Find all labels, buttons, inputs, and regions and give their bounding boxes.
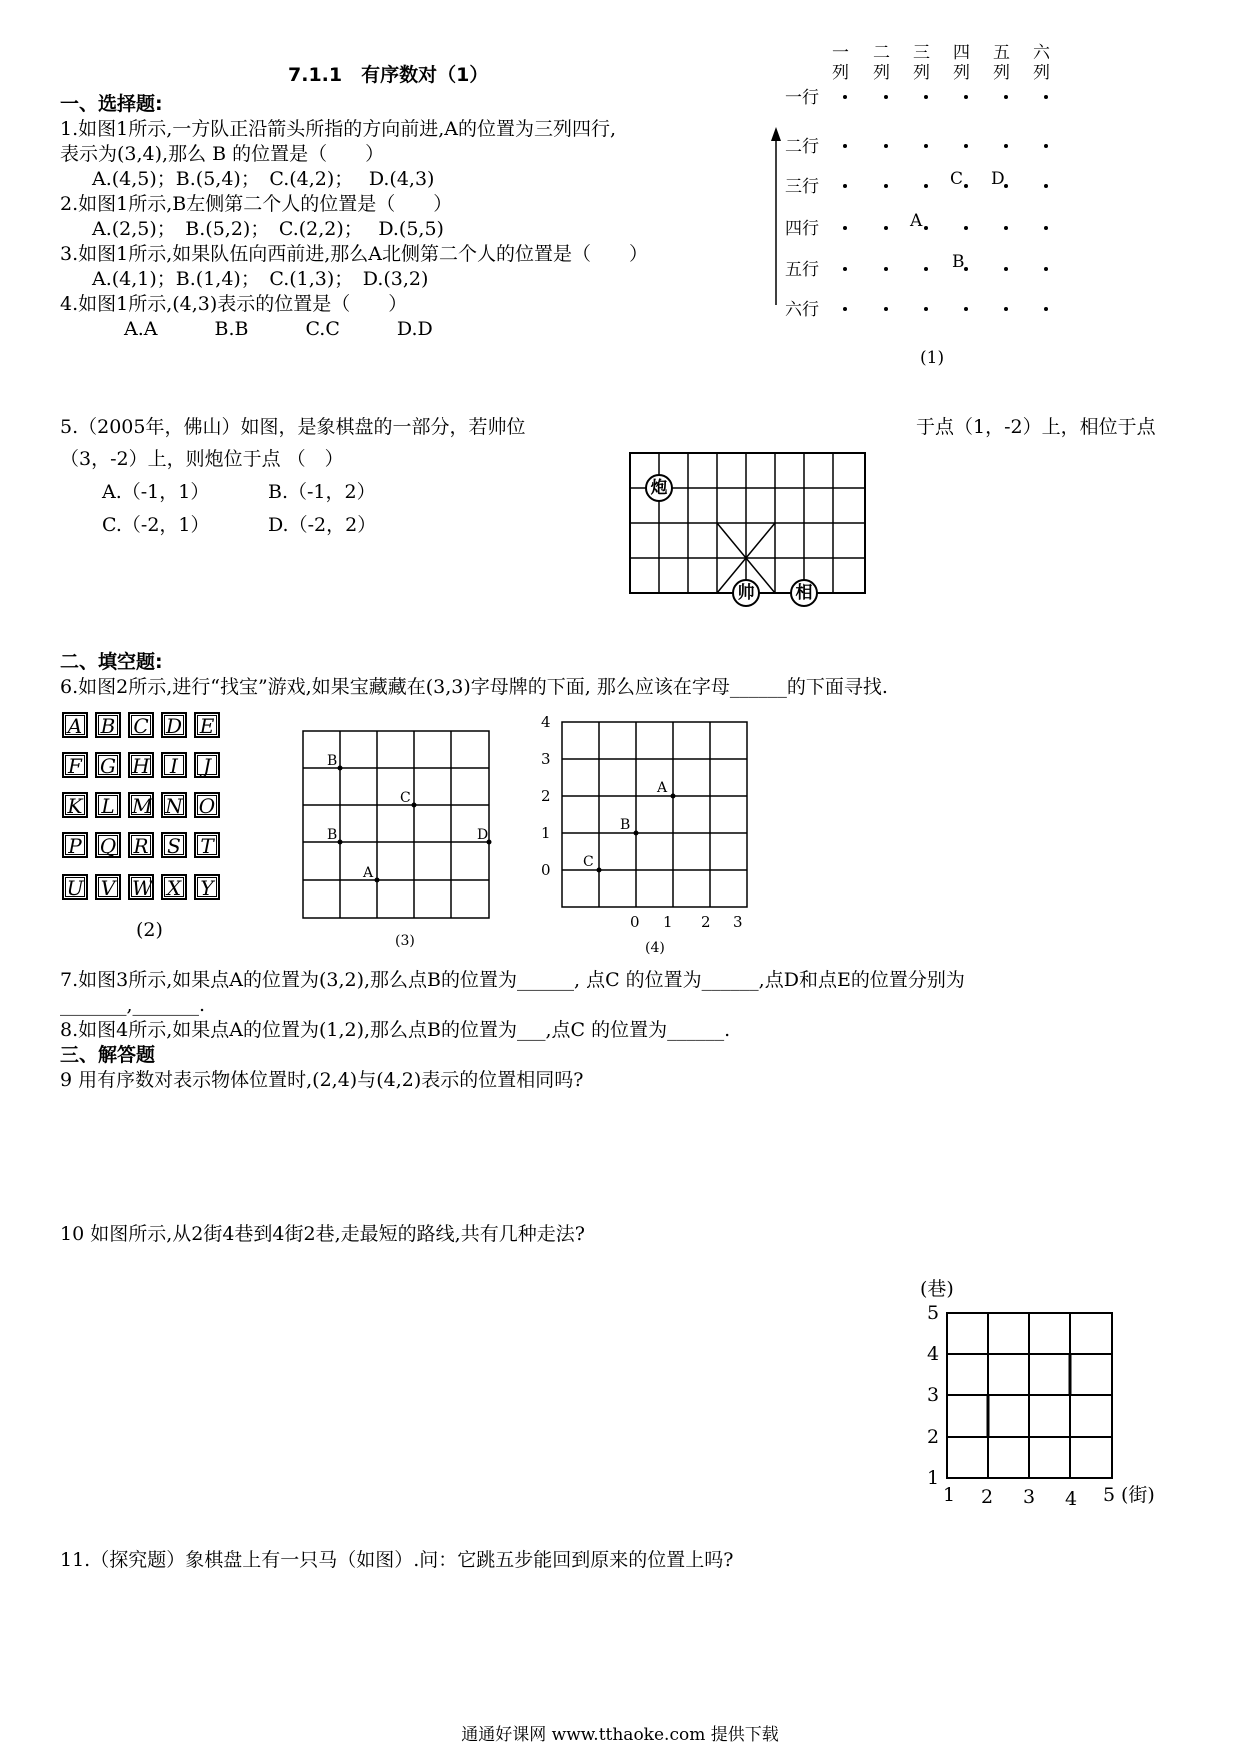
- street-tick-1: 1: [943, 1484, 956, 1506]
- street-tick-5: 5: [1103, 1484, 1116, 1506]
- lane-tick-2: 2: [927, 1426, 940, 1448]
- letter-card: G: [95, 752, 121, 778]
- lane-tick-1: 1: [927, 1467, 940, 1489]
- column-header-3-bottom: 列: [913, 63, 930, 83]
- y-tick-2: 2: [541, 787, 551, 805]
- letter-card: O: [194, 792, 220, 818]
- x-tick-2: 2: [701, 913, 711, 931]
- row-label-5: 五行: [785, 260, 819, 280]
- y-tick-4: 4: [541, 713, 551, 731]
- letter-card: W: [128, 874, 154, 900]
- question-10: 10 如图所示,从2街4巷到4街2巷,走最短的路线,共有几种走法?: [60, 1223, 585, 1245]
- column-header-3-top: 三: [913, 43, 930, 63]
- minister-piece: 相: [795, 583, 813, 603]
- letter-card: E: [194, 712, 220, 738]
- formation-dots: [843, 95, 1048, 311]
- column-header-5-top: 五: [993, 43, 1010, 63]
- question-5-option-b: B.（-1，2）: [268, 481, 376, 503]
- letter-card: K: [62, 792, 88, 818]
- letter-card: N: [161, 792, 187, 818]
- letter-card: I: [161, 752, 187, 778]
- letter-card: X: [161, 874, 187, 900]
- question-1-line-1: 1.如图1所示,一方队正沿箭头所指的方向前进,A的位置为三列四行,: [60, 118, 617, 140]
- point-A-label: A: [363, 865, 374, 881]
- section-heading-solve: 三、解答题: [60, 1044, 156, 1066]
- cannon-piece: 炮: [650, 478, 668, 498]
- column-header-4-top: 四: [953, 43, 970, 63]
- letter-card: L: [95, 792, 121, 818]
- lane-axis-label: (巷): [920, 1278, 954, 1300]
- point-C-label: C: [950, 169, 964, 189]
- x-tick-3: 3: [733, 913, 743, 931]
- question-9: 9 用有序数对表示物体位置时,(2,4)与(4,2)表示的位置相同吗?: [60, 1069, 584, 1091]
- column-header-4-bottom: 列: [953, 63, 970, 83]
- letter-card: D: [161, 712, 187, 738]
- street-lane-grid: [915, 1275, 1215, 1515]
- figure-4-caption: (4): [645, 940, 665, 956]
- question-7-line-1: 7.如图3所示,如果点A的位置为(3,2),那么点B的位置为______, 点C 的位置为______,点D和点E的位置分别为: [60, 969, 965, 991]
- street-tick-3: 3: [1023, 1486, 1036, 1508]
- y-tick-0: 0: [541, 861, 551, 879]
- row-label-3: 三行: [785, 177, 819, 197]
- question-8: 8.如图4所示,如果点A的位置为(1,2),那么点B的位置为___,点C 的位置为______.: [60, 1019, 731, 1041]
- question-5-line-1b: 于点（1，-2）上，相位于点: [916, 416, 1156, 438]
- lane-tick-5: 5: [927, 1302, 940, 1324]
- page-title: 7.1.1 有序数对（1）: [288, 64, 489, 86]
- row-label-6: 六行: [785, 300, 819, 320]
- figure-1: [770, 35, 1070, 375]
- question-7-line-2: _______,_______.: [60, 994, 206, 1016]
- section-heading-choice: 一、选择题:: [60, 93, 163, 115]
- row-label-1: 一行: [785, 88, 819, 108]
- letter-card: Q: [95, 832, 121, 858]
- point-C-label: C: [583, 854, 594, 870]
- lane-tick-4: 4: [927, 1343, 940, 1365]
- letter-card: M: [128, 792, 154, 818]
- question-11: 11.（探究题）象棋盘上有一只马（如图）.问：它跳五步能回到原来的位置上吗?: [60, 1549, 734, 1571]
- question-4: 4.如图1所示,(4,3)表示的位置是（ ）: [60, 293, 408, 315]
- point-B-label: B: [952, 252, 965, 272]
- point-B-label: B: [620, 817, 631, 833]
- street-tick-4: 4: [1065, 1488, 1078, 1510]
- general-piece: 帅: [737, 583, 755, 603]
- lane-tick-3: 3: [927, 1384, 940, 1406]
- figure-4-grid: [535, 712, 755, 962]
- section-heading-fill: 二、填空题:: [60, 651, 163, 673]
- column-header-6-bottom: 列: [1033, 63, 1050, 83]
- question-5-line-1a: 5.（2005年，佛山）如图，是象棋盘的一部分，若帅位: [60, 416, 526, 438]
- question-1-line-2: 表示为(3,4),那么 B 的位置是（ ）: [60, 143, 385, 165]
- column-header-5-bottom: 列: [993, 63, 1010, 83]
- question-5-option-d: D.（-2，2）: [268, 514, 377, 536]
- figure-1-caption: (1): [920, 348, 945, 368]
- figure-3-caption: (3): [395, 933, 415, 949]
- row-label-4: 四行: [785, 219, 819, 239]
- x-tick-0: 0: [630, 913, 640, 931]
- question-5-option-a: A.（-1，1）: [102, 481, 210, 503]
- direction-arrow-head: [771, 127, 781, 141]
- point-D-label: D: [477, 827, 489, 843]
- chessboard-figure: [620, 448, 870, 613]
- letter-card: Y: [194, 874, 220, 900]
- letter-card: J: [194, 752, 220, 778]
- point-B-label: B: [327, 753, 338, 769]
- page-footer: 通通好课网 www.tthaoke.com 提供下载: [461, 1725, 779, 1745]
- letter-card: V: [95, 874, 121, 900]
- question-2-options: A.(2,5)； B.(5,2)； C.(2,2)； D.(5,5): [92, 218, 444, 240]
- letter-card: C: [128, 712, 154, 738]
- street-axis-label: (街): [1121, 1484, 1155, 1506]
- figure-2-caption: (2): [136, 919, 163, 941]
- figure-4: [535, 712, 755, 962]
- letter-card: F: [62, 752, 88, 778]
- y-tick-1: 1: [541, 824, 551, 842]
- question-3: 3.如图1所示,如果队伍向西前进,那么A北侧第二个人的位置是（ ）: [60, 243, 649, 265]
- question-2: 2.如图1所示,B左侧第二个人的位置是（ ）: [60, 193, 453, 215]
- figure-1-dots: [770, 35, 1070, 375]
- letter-card: T: [194, 832, 220, 858]
- point-D-label: D: [991, 169, 1005, 189]
- letter-card: P: [62, 832, 88, 858]
- question-5-option-c: C.（-2，1）: [102, 514, 210, 536]
- figure-3-grid: [295, 725, 500, 955]
- street-tick-2: 2: [981, 1486, 994, 1508]
- letter-card: R: [128, 832, 154, 858]
- x-tick-1: 1: [663, 913, 673, 931]
- street-lane-figure: [915, 1275, 1215, 1515]
- letter-card: S: [161, 832, 187, 858]
- column-header-1-bottom: 列: [832, 63, 849, 83]
- letter-card: A: [62, 712, 88, 738]
- figure-3: [295, 725, 500, 955]
- letter-card: U: [62, 874, 88, 900]
- point-B-label: B: [327, 827, 338, 843]
- y-tick-3: 3: [541, 750, 551, 768]
- column-header-2-bottom: 列: [873, 63, 890, 83]
- question-3-options: A.(4,1)；B.(1,4)； C.(1,3)； D.(3,2): [92, 268, 429, 290]
- question-1-options: A.(4,5)；B.(5,4)； C.(4,2)； D.(4,3): [92, 168, 435, 190]
- column-header-6-top: 六: [1033, 43, 1050, 63]
- point-A-label: A: [657, 780, 668, 796]
- question-5-line-2: （3，-2）上，则炮位于点 （ ）: [60, 448, 344, 470]
- point-A-label: A: [910, 211, 923, 231]
- question-4-options: A.A B.B C.C D.D: [124, 318, 433, 340]
- column-header-1-top: 一: [832, 43, 849, 63]
- column-header-2-top: 二: [873, 43, 890, 63]
- figure-2-letter-cards: [60, 710, 240, 960]
- row-label-2: 二行: [785, 137, 819, 157]
- question-6: 6.如图2所示,进行“找宝”游戏,如果宝藏藏在(3,3)字母牌的下面, 那么应该在字母______的下面寻找.: [60, 676, 888, 698]
- letter-card: B: [95, 712, 121, 738]
- letter-card: H: [128, 752, 154, 778]
- point-C-label: C: [400, 790, 411, 806]
